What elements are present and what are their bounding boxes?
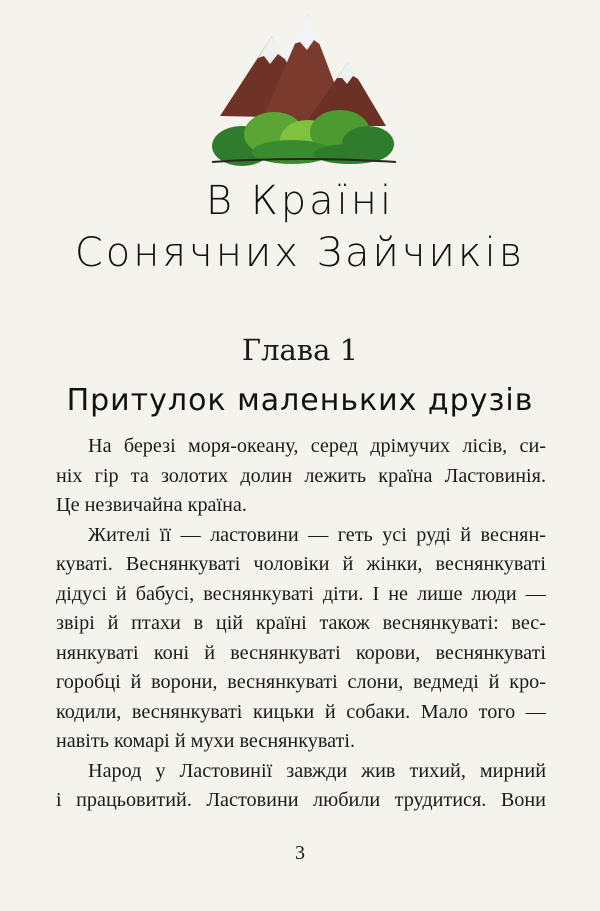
text-line: куваті. Веснянкуваті чоловіки й жінки, веснянкуваті — [56, 553, 546, 575]
text-line: горобці й ворони, веснянкуваті слони, ведмеді й кро- — [56, 671, 546, 693]
text-line: Це незвичайна країна. — [56, 494, 247, 516]
text-line: і працьовитий. Ластовини любили трудитися. Вони — [56, 789, 546, 811]
text-line: кодили, веснянкуваті кицьки й собаки. Мало того — — [56, 700, 546, 723]
text-line: звірі й птахи в цій країні також веснянкуваті: вес- — [56, 612, 546, 634]
text-line: Жителі її — ластовини — геть усі руді й веснян- — [88, 523, 546, 546]
text-line: навіть комарі й мухи веснянкуваті. — [56, 730, 356, 752]
part-title-line-1: В Країні — [205, 178, 395, 224]
page-number: 3 — [295, 842, 305, 864]
chapter-number: Глава 1 — [241, 333, 359, 367]
mountains-illustration-icon — [200, 6, 400, 166]
text-line: На березі моря-океану, серед дрімучих лісів, си- — [88, 435, 546, 457]
text-line: нянкуваті коні й веснянкуваті корови, веснянкуваті — [56, 641, 546, 664]
text-line: Народ у Ластовинії завжди жив тихий, мирний — [88, 759, 546, 782]
text-line: дідусі й бабусі, веснянкуваті діти. І не лише люди — — [56, 582, 546, 605]
part-title-line-2: Сонячних Зайчиків — [74, 230, 526, 276]
text-line: ніх гір та золотих долин лежить країна Ластовинія. — [56, 464, 546, 487]
body-text — [56, 432, 546, 816]
chapter-title: Притулок маленьких друзів — [66, 383, 534, 418]
